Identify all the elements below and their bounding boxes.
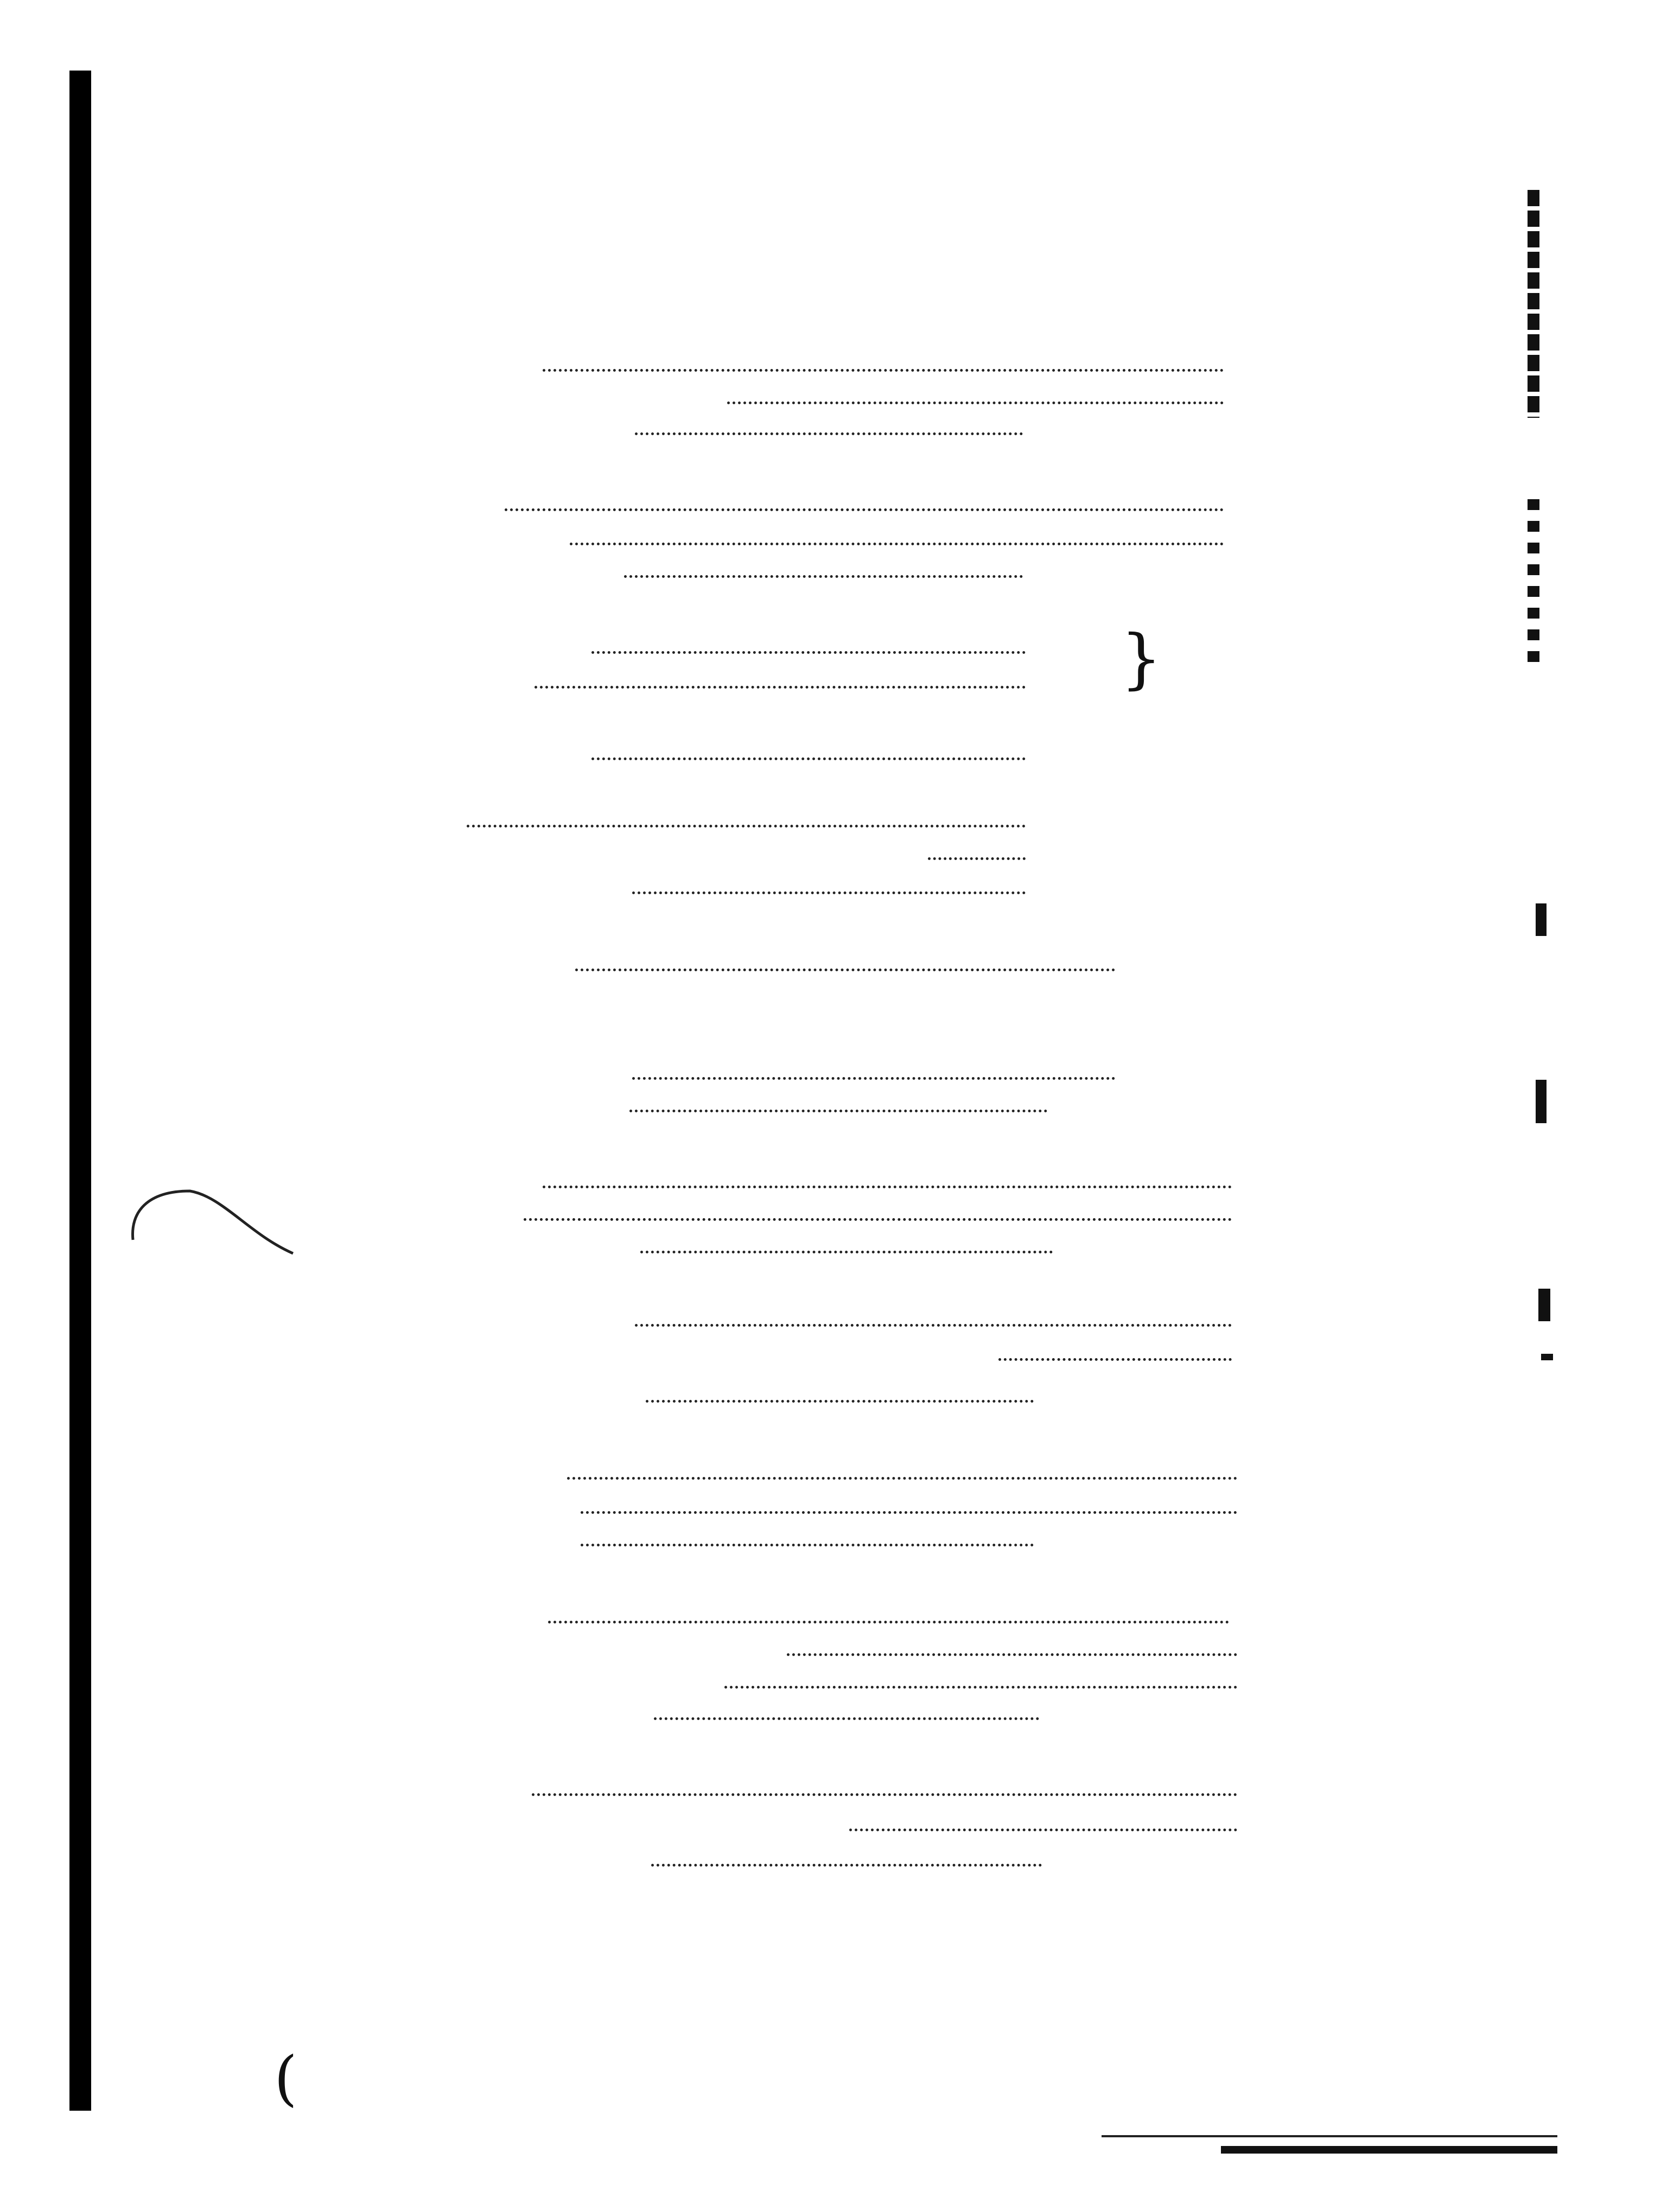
book-spine-shadow bbox=[69, 71, 91, 2111]
leader-dots bbox=[532, 1793, 1237, 1796]
leader-dots bbox=[640, 1251, 1053, 1253]
leader-dots bbox=[632, 891, 1026, 894]
leader-dots bbox=[624, 575, 1023, 578]
leader-dots bbox=[591, 651, 1026, 654]
leader-dots bbox=[727, 402, 1224, 404]
scan-artifact bbox=[1541, 1354, 1553, 1360]
leader-dots bbox=[543, 369, 1224, 372]
leader-dots bbox=[787, 1653, 1237, 1656]
leader-dots bbox=[635, 1324, 1232, 1327]
leader-dots bbox=[467, 825, 1026, 827]
scan-artifact bbox=[1536, 1080, 1547, 1123]
scan-artifact bbox=[1528, 499, 1539, 673]
leader-dots bbox=[635, 432, 1023, 435]
leader-dots bbox=[534, 686, 1026, 689]
leader-dots bbox=[632, 1077, 1115, 1080]
leader-dots bbox=[567, 1477, 1237, 1480]
leader-dots bbox=[928, 857, 1026, 860]
leader-dots bbox=[849, 1829, 1237, 1831]
page-bottom-edge bbox=[1221, 2146, 1557, 2154]
page-bottom-edge bbox=[1102, 2135, 1557, 2137]
leader-dots bbox=[581, 1511, 1237, 1514]
leader-dots bbox=[654, 1717, 1039, 1720]
leader-dots bbox=[524, 1218, 1232, 1221]
scan-artifact bbox=[1528, 190, 1539, 418]
leader-dots bbox=[581, 1544, 1034, 1546]
margin-mark: ( bbox=[274, 2043, 297, 2113]
leader-dots bbox=[570, 543, 1224, 545]
leader-dots bbox=[543, 1186, 1232, 1188]
leader-dots bbox=[575, 969, 1115, 971]
leader-dots bbox=[646, 1400, 1034, 1403]
leader-dots bbox=[998, 1358, 1232, 1361]
leader-dots bbox=[591, 757, 1026, 760]
pencil-mark bbox=[125, 1180, 304, 1262]
leader-dots bbox=[724, 1686, 1237, 1689]
leader-dots bbox=[651, 1864, 1042, 1867]
leader-dots bbox=[629, 1110, 1047, 1112]
leader-dots bbox=[505, 508, 1224, 511]
leader-dots bbox=[548, 1621, 1229, 1623]
tie-brace: } bbox=[1121, 621, 1162, 697]
scan-artifact bbox=[1538, 1289, 1550, 1321]
scan-artifact bbox=[1536, 903, 1547, 936]
